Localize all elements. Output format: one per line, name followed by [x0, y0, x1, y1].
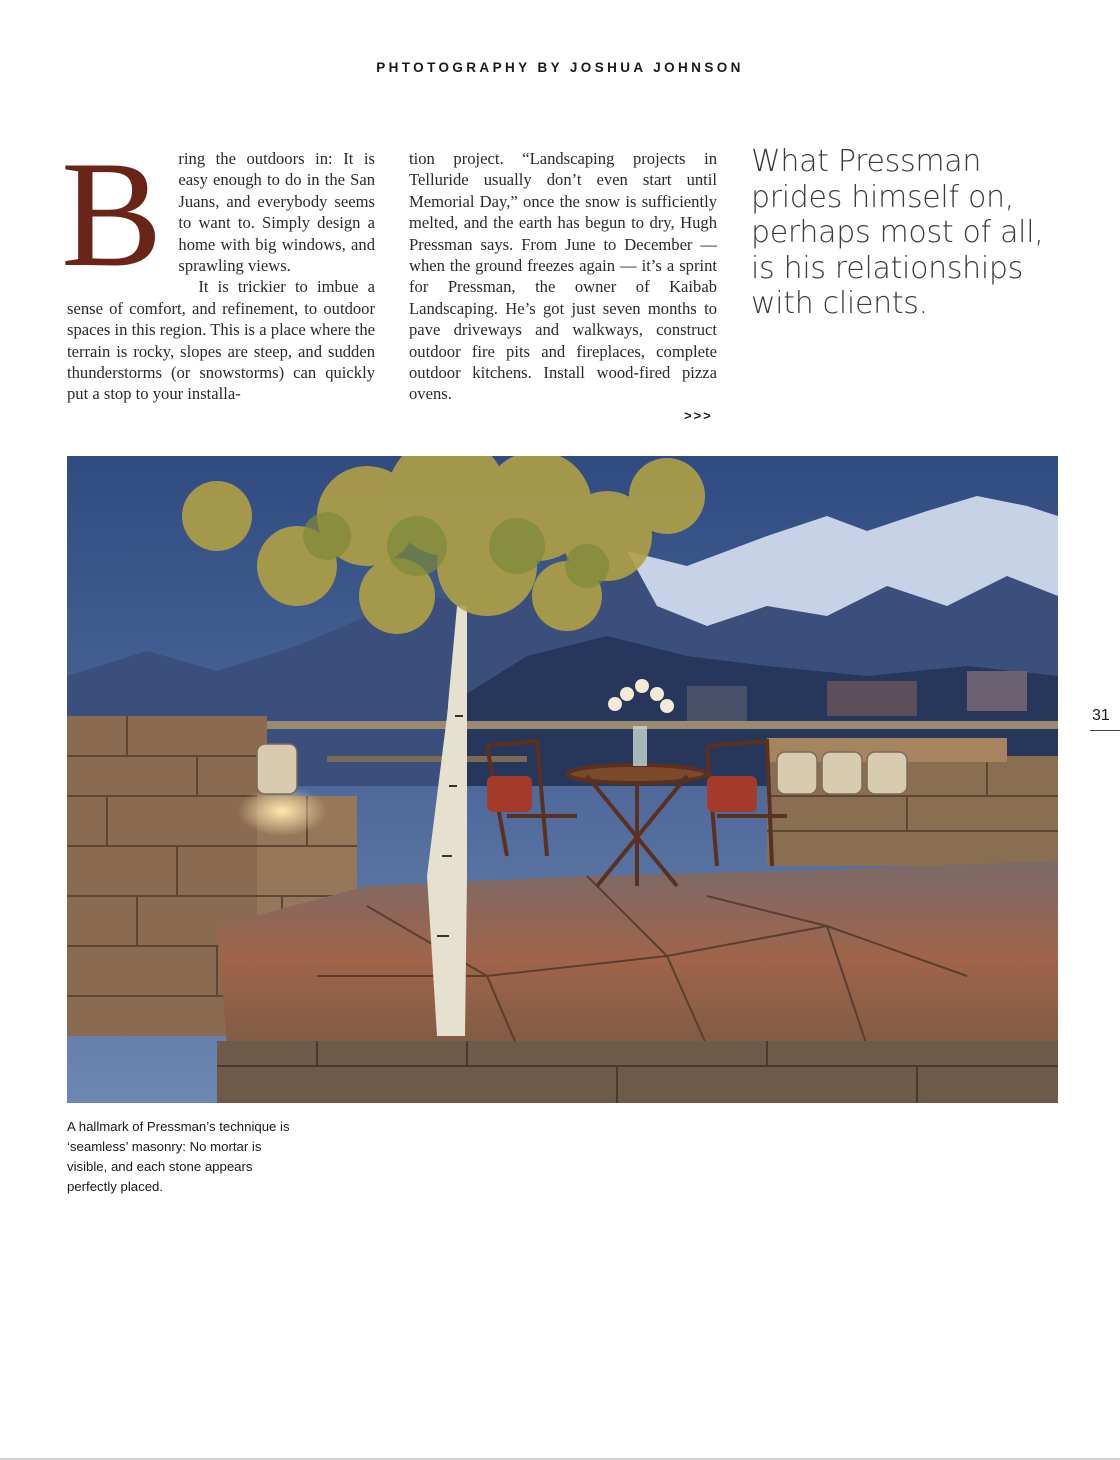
- page-number-rule: [1090, 730, 1120, 731]
- article-column-2: [409, 148, 717, 405]
- patio-photo: [67, 456, 1058, 1103]
- photo-caption: A hallmark of Pressman’s technique is ‘seamless’ masonry: No mortar is visible, and each stone appears perfectly placed.: [67, 1119, 290, 1194]
- article-paragraph: tion project. “Landscaping projects in Telluride usually don’t even start until Memorial Day,” once the snow is sufficiently melted, and the earth has begun to dry, Hugh Pressman says. From June to December — when the ground freezes again — it’s a sprint for Pressman, the owner of Kaibab Landscaping. He’s got just seven months to pave driveways and walkways, construct outdoor fire pits and fireplaces, complete outdoor kitchens. Install wood-fired pizza ovens.: [409, 149, 717, 404]
- pull-quote: What Pressman prides himself on, perhaps most of all, is his relationships with clients.: [751, 144, 1044, 322]
- continue-marker: >>>: [684, 408, 713, 423]
- photo-credit: PHTOTOGRAPHY BY JOSHUA JOHNSON: [376, 60, 744, 75]
- article-paragraph: It is trickier to imbue a sense of comfort, and refinement, to outdoor spaces in this region. This is a place where the terrain is rocky, slopes are steep, and sudden thunderstorms (or snowstorms) can quickly put a stop to your installa-: [67, 277, 375, 404]
- article-column-1: [61, 130, 375, 405]
- article-paragraph: ring the outdoors in: It is easy enough to do in the San Juans, and everybody seems to want to. Simply design a home with big windows, and sprawling views.: [178, 149, 375, 276]
- page-number: 31: [1092, 707, 1110, 724]
- drop-cap: B: [61, 130, 163, 298]
